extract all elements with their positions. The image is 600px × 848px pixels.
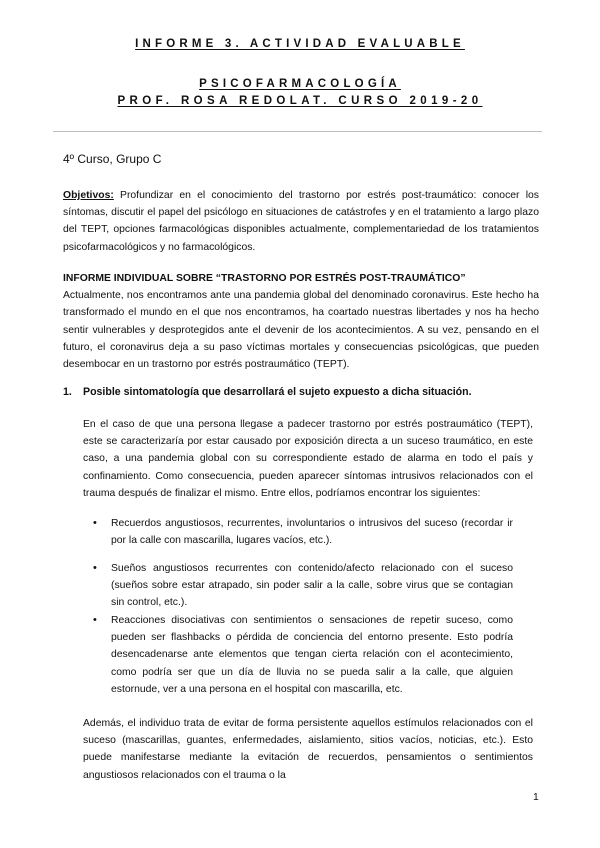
list-item [93, 612, 513, 698]
page-number: 1 [533, 792, 539, 803]
section-number: 1. [63, 386, 72, 398]
objectives-text: Profundizar en el conocimiento del trastorno por estrés post-traumático: conocer los síntomas, discutir el papel del psicólogo en situaciones de catástrofes y en el tratamiento a largo plazo del TEPT, opciones farmacológicas disponibles actualmente, complementariedad de los tratamientos psicofarmacológicos y no farmacológicos. [63, 190, 539, 253]
report-heading: INFORME INDIVIDUAL SOBRE “TRASTORNO POR ESTRÉS POST-TRAUMÁTICO” [63, 273, 466, 284]
report-title: INFORME 3. ACTIVIDAD EVALUABLE [135, 38, 465, 50]
section-title-text: Posible sintomatología que desarrollará el sujeto expuesto a dicha situación. [83, 386, 472, 398]
list-item-text: Reacciones disociativas con sentimientos o sensaciones de repetir suceso, como pueden ser flashbacks o pérdida de conciencia del entorno presente. Esto podría desencadenarse ante elementos que tengan cierta relación con el acontecimiento, como podría ser que un día de lluvia no se pueda salir a la calle, que alguien estornude, ver a una persona en el hospital con mascarilla, etc. [111, 615, 513, 695]
bullet-icon: • [93, 517, 97, 529]
objectives-label: Objetivos: [63, 190, 114, 201]
course-group: 4º Curso, Grupo C [63, 152, 162, 166]
report-text: Actualmente, nos encontramos ante una pandemia global del denominado coronavirus. Este hecho ha transformado el mundo en el que nos encontramos, ha coartado nuestras libertades y nos ha hecho sentir vulnerables y desprotegidos ante el devenir de los acontecimientos. A su vez, pensando en el futuro, el coronavirus deja a su paso víctimas mortales y consecuencias psicológicas, que pueden desembocar en un trastorno por estrés postraumático (TEPT). [63, 290, 539, 371]
header-divider [53, 131, 542, 132]
report-intro [63, 270, 539, 373]
section-1-closing: Además, el individuo trata de evitar de forma persistente aquellos estímulos relacionados con el suceso (mascarillas, guantes, enfermedades, aislamiento, sitios vacíos, noticias, etc.). Esto puede manifestarse mediante la evitación de recuerdos, pensamientos o sentimientos angustiosos relacionados con el trauma o la [83, 718, 533, 781]
section-1-intro: En el caso de que una persona llegase a padecer trastorno por estrés postraumático (TEPT), este se caracterizaría por estar causado por exposición directa a un suceso traumático, en este caso, a una pandemia global con su correspondiente estado de alarma en todo el país y confinamiento. Como consecuencia, pueden aparecer síntomas intrusivos relacionados con el trauma después de finalizar el mismo. Entre ellos, podríamos encontrar los siguientes: [83, 419, 533, 499]
bullet-icon: • [93, 562, 97, 574]
list-item [93, 515, 513, 549]
list-item-text: Sueños angustiosos recurrentes con contenido/afecto relacionado con el suceso (sueños sobre estar atrapado, sin poder salir a la calle, sobre virus que se contagian sin control, etc.). [111, 563, 513, 609]
objectives-paragraph [63, 187, 539, 256]
bullet-icon: • [93, 614, 97, 626]
list-item [93, 560, 513, 612]
professor-course-title: PROF. ROSA REDOLAT. CURSO 2019-20 [117, 95, 483, 107]
subject-title: PSICOFARMACOLOGÍA [199, 78, 401, 90]
list-item-text: Recuerdos angustiosos, recurrentes, involuntarios o intrusivos del suceso (recordar ir por la calle con mascarilla, lugares vacíos, etc.). [111, 518, 513, 547]
section-1-title [63, 386, 472, 398]
